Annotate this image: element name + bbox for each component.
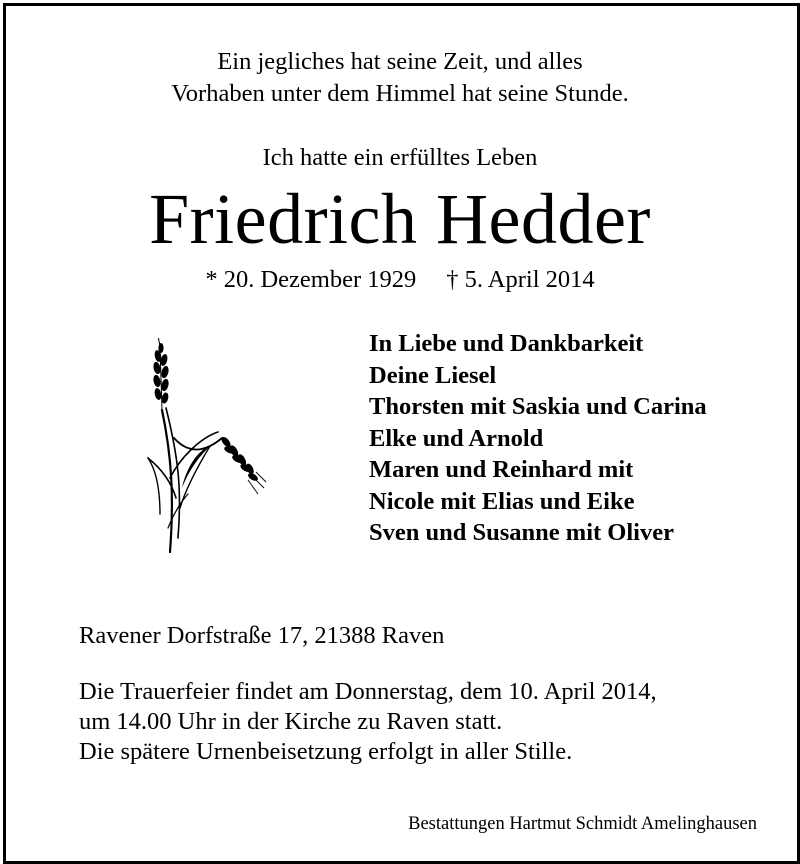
death-date: † 5. April 2014 [446, 266, 595, 293]
mourners-line: Maren und Reinhard mit [369, 456, 634, 483]
birth-date: * 20. Dezember 1929 [205, 266, 417, 293]
verse-line-1: Ein jegliches hat seine Zeit, und alles [217, 48, 583, 75]
mourners-list [369, 328, 707, 549]
verse-line-2: Vorhaben unter dem Himmel hat seine Stunde. [171, 80, 629, 107]
mourners-line: In Liebe und Dankbarkeit [369, 330, 644, 357]
wheat-icon [140, 338, 270, 556]
life-dates [0, 264, 800, 296]
bible-verse [0, 46, 800, 110]
mourners-line: Deine Liesel [369, 361, 497, 389]
address: Ravener Dorfstraße 17, 21388 Raven [79, 622, 445, 649]
mourners-line: Sven und Susanne mit Oliver [369, 519, 674, 546]
mourners-line: Nicole mit Elias und Eike [369, 487, 635, 515]
deceased-name: Friedrich Hedder [149, 179, 651, 259]
intro-line: Ich hatte ein erfülltes Leben [262, 144, 538, 171]
service-info [79, 677, 657, 767]
mourners-line: Thorsten mit Saskia und Carina [369, 393, 707, 420]
service-line: Die spätere Urnenbeisetzung erfolgt in aller Stille. [79, 738, 573, 765]
mourners-line: Elke und Arnold [369, 424, 544, 452]
service-line: Die Trauerfeier findet am Donnerstag, dem 10. April 2014, [79, 678, 657, 705]
undertaker-credit: Bestattungen Hartmut Schmidt Amelinghausen [408, 814, 757, 834]
service-line: um 14.00 Uhr in der Kirche zu Raven statt. [79, 708, 503, 735]
